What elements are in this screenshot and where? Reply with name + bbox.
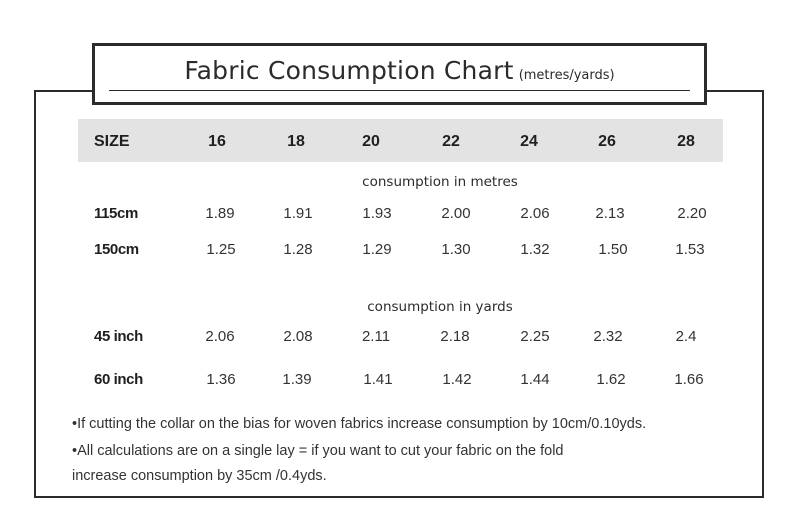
- table-cell: 1.44: [520, 371, 550, 388]
- size-header-16: 16: [208, 133, 226, 150]
- section-label-yards: consumption in yards: [367, 299, 513, 315]
- table-cell: 2.25: [520, 328, 550, 345]
- table-cell: 1.29: [362, 241, 392, 258]
- table-cell: 1.93: [362, 205, 392, 222]
- note-bias-collar: •If cutting the collar on the bias for woven fabrics increase consumption by 10cm/0.10yds.: [72, 416, 647, 432]
- title-underline: [109, 90, 690, 91]
- size-header-22: 22: [442, 133, 460, 150]
- table-cell: 2.06: [520, 205, 550, 222]
- table-cell: 1.28: [283, 241, 313, 258]
- table-cell: 2.11: [361, 328, 391, 345]
- table-cell: 2.00: [441, 205, 471, 222]
- size-header-label: SIZE: [94, 133, 130, 150]
- size-header-20: 20: [362, 133, 380, 150]
- note-single-lay: •All calculations are on a single lay = if you want to cut your fabric on the fold: [72, 443, 564, 459]
- table-cell: 1.42: [442, 371, 472, 388]
- table-cell: 2.06: [205, 328, 235, 345]
- row-label-45-inch: 45 inch: [94, 328, 143, 345]
- table-cell: 1.41: [363, 371, 393, 388]
- size-header-18: 18: [287, 133, 305, 150]
- page-title: [95, 56, 704, 85]
- size-header-24: 24: [520, 133, 538, 150]
- row-label-115cm: 115cm: [94, 205, 138, 222]
- table-cell: 2.32: [593, 328, 623, 345]
- table-cell: 1.25: [206, 241, 236, 258]
- table-cell: 2.13: [595, 205, 625, 222]
- table-cell: 1.89: [205, 205, 235, 222]
- table-cell: 1.91: [283, 205, 313, 222]
- table-cell: 1.66: [674, 371, 704, 388]
- size-header-28: 28: [677, 133, 695, 150]
- row-label-60-inch: 60 inch: [94, 371, 143, 388]
- table-cell: 2.20: [677, 205, 707, 222]
- title-units: (metres/yards): [518, 68, 615, 83]
- table-cell: 1.32: [520, 241, 550, 258]
- table-cell: 1.50: [598, 241, 628, 258]
- row-label-150cm: 150cm: [94, 241, 139, 258]
- section-label-metres: consumption in metres: [362, 174, 518, 190]
- table-cell: 1.62: [596, 371, 626, 388]
- table-cell: 2.4: [675, 328, 697, 345]
- table-cell: 2.08: [283, 328, 313, 345]
- table-cell: 1.53: [675, 241, 705, 258]
- note-fold-increase: increase consumption by 35cm /0.4yds.: [72, 468, 327, 484]
- table-header-band: [78, 119, 723, 162]
- table-cell: 1.39: [282, 371, 312, 388]
- table-cell: 1.30: [441, 241, 471, 258]
- title-box: [92, 43, 707, 105]
- table-cell: 2.18: [440, 328, 470, 345]
- table-cell: 1.36: [206, 371, 236, 388]
- title-main: Fabric Consumption Chart: [184, 56, 514, 85]
- size-header-26: 26: [598, 133, 616, 150]
